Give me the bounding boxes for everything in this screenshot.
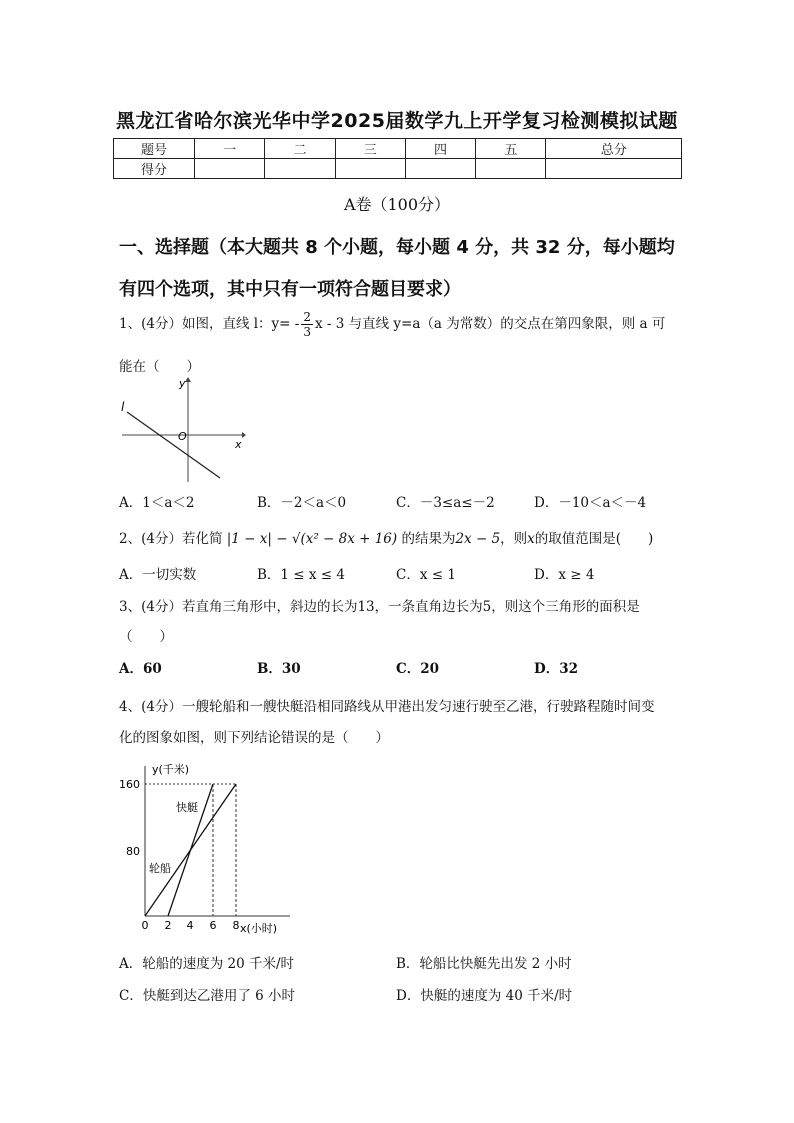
score-header-cell: 四 xyxy=(405,139,475,159)
q1-fraction-denominator: 3 xyxy=(303,325,311,339)
score-table xyxy=(113,138,682,179)
q4-y-axis-label: y(千米) xyxy=(152,763,190,776)
score-row-label: 得分 xyxy=(114,159,195,179)
q2-expression: |1 − x| − √(x² − 8x + 16) xyxy=(226,531,398,547)
score-cell[interactable] xyxy=(405,159,475,179)
question-3-stem-line1: 3、(4分）若直角三角形中，斜边的长为13，一条直角边长为5，则这个三角形的面积是 xyxy=(119,599,640,615)
q1-y-label: y xyxy=(179,377,186,390)
score-table-header-row xyxy=(114,139,682,159)
q4-x-tick-8: 8 xyxy=(232,919,240,932)
score-cell[interactable] xyxy=(195,159,265,179)
score-header-cell: 题号 xyxy=(114,139,195,159)
q4-x-tick-6: 6 xyxy=(209,919,217,932)
score-header-cell: 三 xyxy=(335,139,405,159)
q3-option-b[interactable]: B．30 xyxy=(257,661,301,677)
q4-y-tick-80: 80 xyxy=(126,845,140,858)
q2-option-a[interactable]: A．一切实数 xyxy=(119,567,197,583)
q1-prefix: 1、(4分）如图，直线 l：y= - xyxy=(119,316,300,332)
q1-x-label: x xyxy=(235,438,242,451)
q4-ship-label: 轮船 xyxy=(149,862,171,875)
q2-option-d[interactable]: D．x ≥ 4 xyxy=(534,567,595,583)
q2-option-c[interactable]: C．x ≤ 1 xyxy=(396,567,456,583)
score-header-cell: 总分 xyxy=(546,139,682,159)
q1-figure xyxy=(118,372,248,487)
q4-graph xyxy=(112,760,302,940)
q2-result: 2x − 5 xyxy=(455,531,501,547)
q1-option-c[interactable]: C．－3≤a≤－2 xyxy=(396,495,495,511)
question-4-stem-line2: 化的图象如图，则下列结论错误的是（ ） xyxy=(119,730,389,746)
q4-option-a[interactable]: A．轮船的速度为 20 千米/时 xyxy=(119,956,295,972)
q4-x-tick-2: 2 xyxy=(164,919,172,932)
question-4-stem-line1: 4、(4分）一艘轮船和一艘快艇沿相同路线从甲港出发匀速行驶至乙港，行驶路程随时间变 xyxy=(119,699,655,715)
score-cell[interactable] xyxy=(335,159,405,179)
paper-part-heading: A卷（100分） xyxy=(343,195,451,214)
q1-option-d[interactable]: D．－10＜a＜－4 xyxy=(534,495,647,511)
q4-x-tick-4: 4 xyxy=(186,919,194,932)
q2-suffix: ，则 xyxy=(500,531,528,547)
score-cell[interactable] xyxy=(265,159,335,179)
q4-y-tick-160: 160 xyxy=(119,778,140,791)
section-heading-line1: 一、选择题（本大题共 8 个小题，每小题 4 分，共 32 分，每小题均 xyxy=(119,237,675,258)
score-header-cell: 二 xyxy=(265,139,335,159)
q2-tail: 的取值范围是( ) xyxy=(534,531,654,547)
score-header-cell: 五 xyxy=(476,139,546,159)
q1-line-label: l xyxy=(121,400,125,414)
q1-fraction-numerator: 2 xyxy=(303,310,311,324)
q1-fraction xyxy=(301,310,313,339)
q1-x-arrow xyxy=(242,432,246,438)
score-table-score-row xyxy=(114,159,682,179)
q2-option-b[interactable]: B．1 ≤ x ≤ 4 xyxy=(257,567,346,583)
question-2-stem xyxy=(119,527,679,547)
q4-option-c[interactable]: C．快艇到达乙港用了 6 小时 xyxy=(119,988,296,1004)
q1-origin-label: O xyxy=(178,430,187,443)
q1-stem-line2: 能在（ ） xyxy=(119,359,200,375)
q2-variable: x xyxy=(527,531,535,547)
score-header-cell: 一 xyxy=(195,139,265,159)
score-cell[interactable] xyxy=(476,159,546,179)
q1-option-b[interactable]: B．－2＜a＜0 xyxy=(257,495,347,511)
q4-x-axis-label: x(小时) xyxy=(240,922,278,935)
section-heading-line2: 有四个选项，其中只有一项符合题目要求） xyxy=(119,279,461,300)
question-1-stem xyxy=(119,310,679,339)
q1-suffix: x - 3 与直线 y=a（a 为常数）的交点在第四象限，则 a 可 xyxy=(315,316,666,332)
q1-option-a[interactable]: A．1＜a＜2 xyxy=(119,495,195,511)
q4-x-tick-0: 0 xyxy=(141,919,149,932)
q3-option-c[interactable]: C．20 xyxy=(396,661,440,677)
q1-line-l xyxy=(127,412,220,478)
q2-middle: 的结果为 xyxy=(401,531,456,547)
q3-option-a[interactable]: A．60 xyxy=(119,661,162,677)
q4-fastboat-label: 快艇 xyxy=(176,801,198,814)
score-cell[interactable] xyxy=(546,159,682,179)
page-title: 黑龙江省哈尔滨光华中学2025届数学九上开学复习检测模拟试题 xyxy=(116,110,678,132)
q1-y-arrow xyxy=(185,377,191,382)
q4-option-d[interactable]: D．快艇的速度为 40 千米/时 xyxy=(396,988,573,1004)
question-3-stem-line2: （ ） xyxy=(119,629,173,645)
q2-prefix: 2、(4分）若化简 xyxy=(119,531,223,547)
q3-option-d[interactable]: D．32 xyxy=(534,661,578,677)
q4-option-b[interactable]: B．轮船比快艇先出发 2 小时 xyxy=(396,956,572,972)
